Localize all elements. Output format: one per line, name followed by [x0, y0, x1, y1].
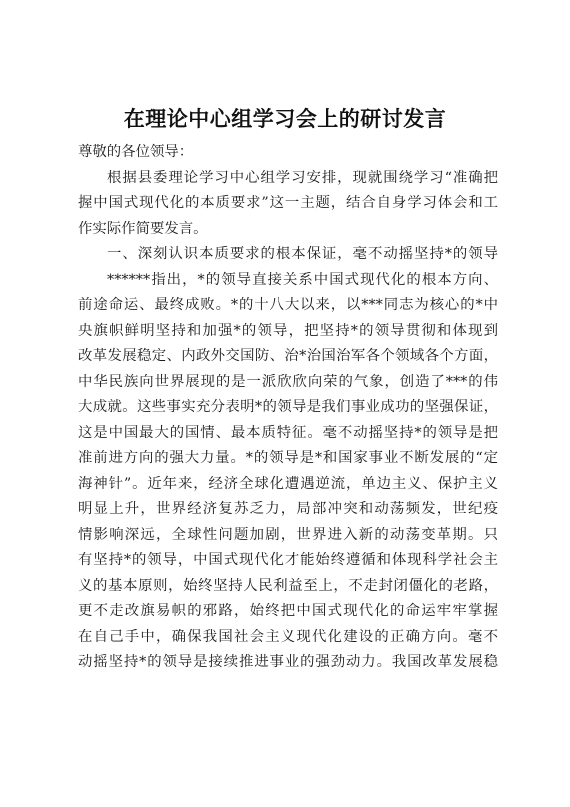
paragraph-line: 在自己手中，确保我国社会主义现代化建设的正确方向。毫不: [78, 628, 498, 645]
paragraph-line: 情影响深远，全球性问题加剧，世界进入新的动荡变革期。只: [78, 526, 498, 543]
paragraph-line: 明显上升，世界经济复苏乏力，局部冲突和动荡频发，世纪疫: [78, 501, 498, 517]
section-heading: 一、深刻认识本质要求的根本保证，毫不动摇坚持*的领导: [107, 246, 498, 262]
paragraph-line: 作实际作简要发言。: [78, 220, 208, 237]
paragraph-line: ******指出，*的领导直接关系中国式现代化的根本方向、: [107, 271, 498, 288]
paragraph-line: 更不走改旗易帜的邪路，始终把中国式现代化的命运牢牢掌握: [78, 603, 498, 619]
paragraph-line: 海神针”。近年来，经济全球化遭遇逆流，单边主义、保护主义: [78, 475, 498, 492]
paragraph-line: 改革发展稳定、内政外交国防、治*治国治军各个领域各个方面，: [78, 348, 498, 364]
paragraph-line: 前途命运、最终成败。*的十八大以来，以***同志为核心的*中: [78, 297, 498, 313]
paragraph-line: 这是中国最大的国情、最本质特征。毫不动摇坚持*的领导是把: [78, 424, 498, 441]
document-body: [78, 140, 498, 676]
paragraph-line: 义的基本原则，始终坚持人民利益至上，不走封闭僵化的老路，: [78, 577, 498, 594]
paragraph-line: 有坚持*的领导，中国式现代化才能始终遵循和体现科学社会主: [78, 552, 498, 568]
paragraph-line: 大成就。这些事实充分表明*的领导是我们事业成功的坚强保证，: [78, 399, 498, 415]
document-title: 在理论中心组学习会上的研讨发言: [123, 106, 447, 131]
paragraph-line: 央旗帜鲜明坚持和加强*的领导，把坚持*的领导贯彻和体现到: [78, 322, 498, 339]
paragraph-line: 准前进方向的强大力量。*的领导是*和国家事业不断发展的“定: [78, 450, 498, 466]
salutation: 尊敬的各位领导：: [78, 144, 194, 160]
paragraph-line: 动摇坚持*的领导是接续推进事业的强劲动力。我国改革发展稳: [78, 654, 498, 670]
paragraph-line: 中华民族向世界展现的是一派欣欣向荣的气象，创造了***的伟: [78, 373, 498, 390]
paragraph-line: 握中国式现代化的本质要求”这一主题，结合自身学习体会和工: [78, 195, 498, 211]
paragraph-line: 根据县委理论学习中心组学习安排，现就围绕学习“准确把: [107, 169, 498, 186]
